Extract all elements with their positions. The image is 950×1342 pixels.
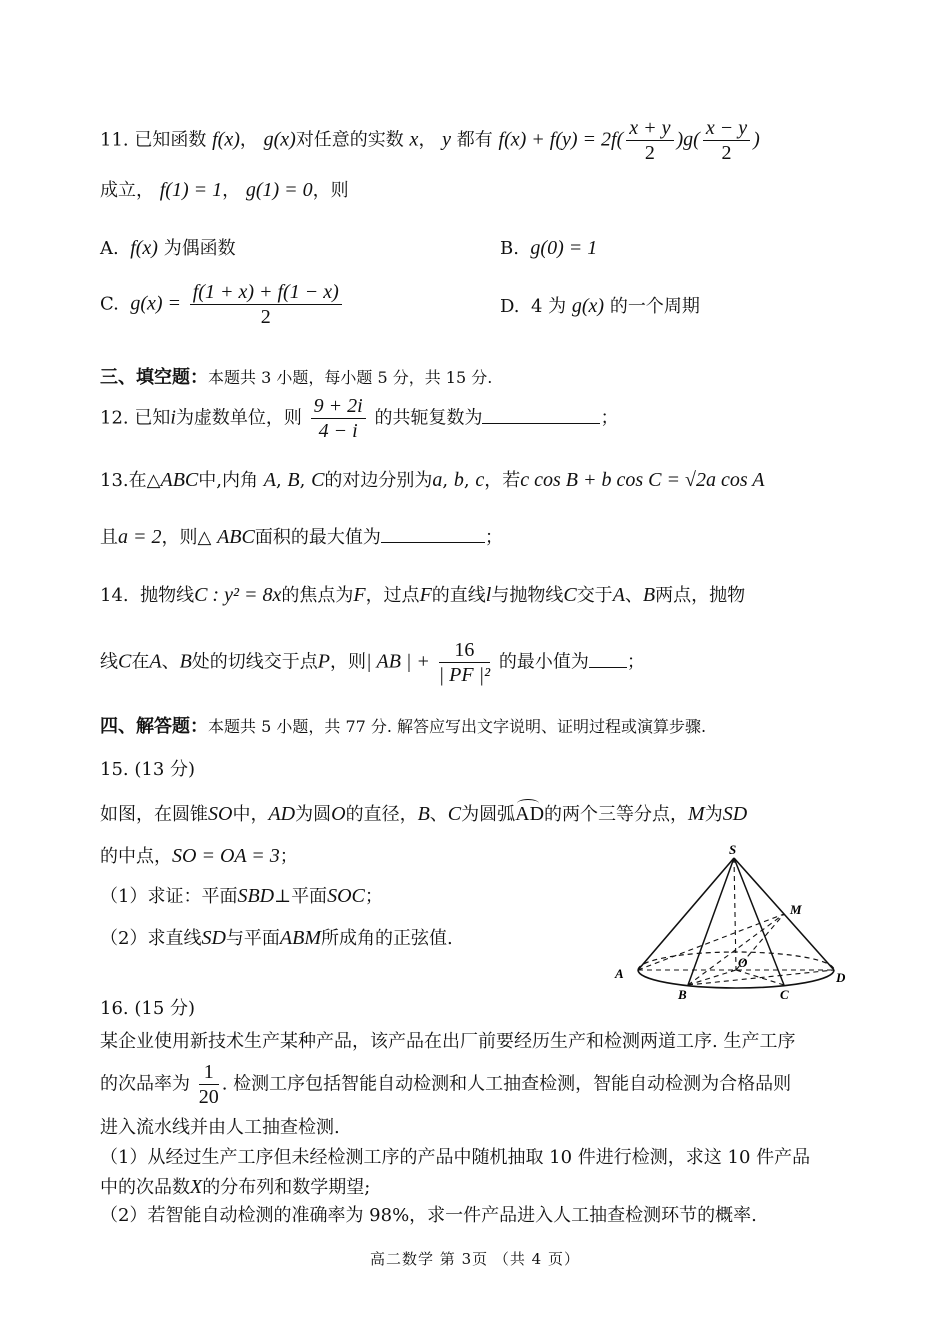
q14-abs-ab: | AB | + bbox=[366, 650, 430, 673]
q12-answer-blank[interactable] bbox=[482, 407, 600, 424]
q16-frac-den: 20 bbox=[198, 1086, 219, 1108]
q13-text-c: 的对边分别为 bbox=[324, 470, 433, 491]
q16-line3-text: 进入流水线并由人工抽查检测. bbox=[100, 1117, 340, 1138]
q15-SOC: SOC bbox=[327, 885, 365, 907]
q11-x: x bbox=[409, 128, 419, 151]
q16-line2 bbox=[100, 1062, 791, 1107]
q13-c: c bbox=[475, 469, 485, 491]
q11-eq-left: f(x) + f(y) = 2f( bbox=[498, 128, 624, 151]
q14-A-2: A bbox=[149, 650, 162, 673]
q15-line2-b: ； bbox=[279, 846, 298, 867]
q13-B: B bbox=[287, 469, 300, 491]
q15-line2 bbox=[100, 846, 298, 866]
q11-option-d bbox=[500, 296, 700, 316]
option-d-expr: g(x) bbox=[571, 295, 605, 317]
q14-text-b: 的焦点为 bbox=[281, 585, 354, 606]
q14-text-d: 的直线 bbox=[431, 585, 486, 606]
q14-line2-a: 线 bbox=[100, 651, 118, 673]
q11-cond2: g(1) = 0 bbox=[245, 179, 313, 201]
label-C: C bbox=[780, 987, 789, 1002]
q15-line1-e: 为圆弧 bbox=[461, 804, 516, 825]
q15-part1-b: 平面 bbox=[291, 886, 328, 907]
q11-option-a bbox=[100, 238, 236, 258]
q13-text-b: 中,内角 bbox=[198, 470, 258, 491]
q14-curve: C : y² = 8x bbox=[194, 584, 282, 606]
q15-line1-b: 中， bbox=[232, 804, 269, 825]
q13-answer-blank[interactable] bbox=[381, 526, 485, 543]
q12-i: i bbox=[170, 406, 176, 429]
q14-line2-e: 的最小值为 bbox=[498, 651, 589, 673]
section4-title: 四、解答题： bbox=[100, 716, 208, 737]
option-a-text: 为偶函数 bbox=[163, 238, 236, 259]
q13-a-eq: a = 2 bbox=[118, 526, 162, 548]
q11-stem-c: 都有 bbox=[456, 129, 493, 151]
q11-line1: 11. 已知函数 f(x)， g(x)对任意的实数 x， y 都有 f(x) + f(y) = 2f( $\frac{x + y}{2}$ )g( $\frac{x - y}{2}$ ) bbox=[100, 117, 760, 164]
q15-part1-a: （1）求证：平面 bbox=[100, 886, 238, 907]
q14-frac bbox=[439, 640, 490, 685]
q13-a: a bbox=[432, 469, 443, 491]
q12-text-c: 的共轭复数为 bbox=[374, 407, 483, 429]
q16-part1-c: 的分布列和数学期望; bbox=[202, 1177, 371, 1198]
q15-line1-d: 的直径， bbox=[345, 804, 418, 825]
q15-M: M bbox=[688, 803, 705, 825]
q14-B: B bbox=[642, 584, 656, 606]
q16-line1 bbox=[100, 1033, 795, 1051]
q14-line1 bbox=[100, 585, 745, 605]
q11-option-b bbox=[500, 238, 597, 258]
q15-SD-2: SD bbox=[201, 927, 226, 949]
q14-text-g: 两点，抛物 bbox=[655, 585, 746, 606]
q13-abc: ABC bbox=[160, 469, 199, 491]
q15-header bbox=[100, 761, 195, 779]
q14-F: F bbox=[353, 584, 366, 606]
option-a-expr: f(x) bbox=[130, 237, 158, 259]
q11-y: y bbox=[442, 128, 452, 151]
option-a-label: A. bbox=[100, 238, 119, 259]
q16-frac-num: 1 bbox=[199, 1062, 219, 1085]
option-c-num: f(1 + x) + f(1 − x) bbox=[190, 282, 342, 305]
axis-SO bbox=[734, 858, 736, 970]
q12-text-b: 为虚数单位，则 bbox=[175, 407, 302, 429]
q12-num: 9 + 2i bbox=[311, 396, 366, 419]
q15-part2 bbox=[100, 928, 453, 948]
q15-part1 bbox=[100, 886, 383, 906]
q15-part2-a: （2）求直线 bbox=[100, 928, 202, 949]
q15-O: O bbox=[331, 803, 346, 825]
q13-b: b bbox=[453, 469, 464, 491]
q16-line2-a: 的次品率为 bbox=[100, 1073, 190, 1095]
cone-figure bbox=[610, 842, 855, 1004]
q16-line2-b: . 检测工序包括智能自动检测和人工抽查检测，智能自动检测为合格品则 bbox=[221, 1073, 792, 1095]
q15-part2-c: 所成角的正弦值. bbox=[321, 928, 453, 949]
q15-eq: SO = OA = 3 bbox=[172, 845, 280, 867]
q12-end: ； bbox=[600, 407, 619, 429]
q13-line1: 13.在△ABC中,内角 A, B, C的对边分别为a, b, c，若c cos B + b cos C = √2a cos A bbox=[100, 469, 765, 491]
q14-line2 bbox=[100, 640, 645, 685]
q15-line1 bbox=[100, 804, 747, 824]
q14-l: l bbox=[485, 584, 492, 606]
q11-frac2-den: 2 bbox=[721, 142, 732, 164]
q14-F-2: F bbox=[419, 584, 432, 606]
q11-frac1 bbox=[626, 118, 673, 163]
q15-header-text: 15. (13 分) bbox=[100, 759, 196, 780]
q13-text-d: ，若 bbox=[484, 470, 521, 491]
q14-answer-blank[interactable] bbox=[589, 651, 627, 668]
q16-part1-line2 bbox=[100, 1177, 370, 1197]
q13-equation: c cos B + b cos C = √2a cos A bbox=[520, 469, 765, 491]
q11-frac1-num: x + y bbox=[626, 118, 673, 141]
q15-line1-a: 如图，在圆锥 bbox=[100, 804, 208, 825]
q14-frac-den: | PF |² bbox=[438, 664, 491, 686]
q11-g: g(x) bbox=[263, 128, 296, 151]
section3-note: 本题共 3 小题，每小题 5 分，共 15 分. bbox=[208, 368, 493, 387]
q13-line2-b: ，则△ bbox=[161, 527, 212, 548]
q14-P: P bbox=[317, 650, 330, 673]
q15-arc bbox=[515, 804, 544, 824]
q13-abc-2: ABC bbox=[217, 526, 255, 548]
q15-C: C bbox=[447, 803, 462, 825]
q14-sep-2: 、 bbox=[161, 651, 180, 673]
q15-ABM: ABM bbox=[279, 927, 321, 949]
segment-BO bbox=[688, 970, 736, 985]
q15-part2-b: 与平面 bbox=[225, 928, 280, 949]
label-A: A bbox=[615, 966, 624, 981]
q15-line1-g: 为 bbox=[704, 804, 723, 825]
q11-f: f(x) bbox=[212, 128, 240, 151]
option-b-label: B. bbox=[500, 238, 519, 259]
q11-option-c bbox=[100, 282, 345, 327]
q15-line1-c: 为圆 bbox=[295, 804, 332, 825]
q12-line bbox=[100, 396, 618, 441]
q16-part2-text: （2）若智能自动检测的准确率为 98%，求一件产品进入人工抽查检测环节的概率. bbox=[100, 1205, 757, 1226]
q16-line1-text: 某企业使用新技术生产某种产品，该产品在出厂前要经历生产和检测两道工序. 生产工序 bbox=[100, 1031, 796, 1052]
q11-frac2-num: x − y bbox=[703, 118, 750, 141]
q15-AD: AD bbox=[268, 803, 296, 825]
section4-note: 本题共 5 小题，共 77 分. 解答应写出文字说明、证明过程或演算步骤. bbox=[208, 717, 707, 736]
q14-text-f: 交于 bbox=[576, 585, 613, 606]
q11-eq-close: ) bbox=[753, 128, 760, 151]
q15-line2-a: 的中点， bbox=[100, 846, 172, 867]
q14-A: A bbox=[612, 584, 625, 606]
q16-header bbox=[100, 1000, 195, 1018]
q11-line2-b: ， bbox=[222, 180, 241, 201]
q13-text-a: 在△ bbox=[128, 470, 161, 491]
q14-end: ； bbox=[626, 651, 645, 673]
q16-part1-line1 bbox=[100, 1149, 810, 1167]
q11-eq-mid: )g( bbox=[676, 128, 700, 151]
option-d-label: D. bbox=[500, 296, 520, 317]
q11-frac2 bbox=[703, 118, 750, 163]
q11-line2-a: 成立， bbox=[100, 180, 154, 201]
q14-C-2: C bbox=[118, 650, 132, 673]
q14-line2-c: 处的切线交于点 bbox=[191, 651, 318, 673]
edge-SB bbox=[688, 858, 734, 985]
q15-B: B bbox=[417, 803, 430, 825]
q11-line2-c: ，则 bbox=[312, 180, 349, 201]
q15-perp: ⊥ bbox=[274, 886, 292, 907]
edge-SA bbox=[638, 858, 734, 970]
q14-line2-d: ，则 bbox=[330, 651, 366, 673]
q11-frac1-den: 2 bbox=[644, 142, 655, 164]
q14-text-e: 与抛物线 bbox=[491, 585, 564, 606]
q16-X: X bbox=[190, 1176, 203, 1198]
q11-comma: ， bbox=[239, 129, 258, 151]
q11-line2 bbox=[100, 180, 349, 200]
q16-part1-a: （1）从经过生产工序但未经检测工序的产品中随机抽取 10 件进行检测，求这 10 件产品 bbox=[100, 1147, 811, 1168]
segment-BD bbox=[688, 970, 834, 985]
q14-B-2: B bbox=[179, 650, 192, 673]
q14-text-c: ，过点 bbox=[365, 585, 420, 606]
q13-end: ； bbox=[484, 527, 503, 548]
q14-text-a: 抛物线 bbox=[140, 585, 195, 606]
page-footer: 高二数学 第 3页 （共 4 页） bbox=[370, 1250, 580, 1268]
q15-line1-f: 的两个三等分点， bbox=[544, 804, 689, 825]
option-c-den: 2 bbox=[260, 306, 271, 328]
q15-SD: SD bbox=[722, 803, 748, 825]
option-b-expr: g(0) = 1 bbox=[530, 237, 598, 259]
section3-title: 三、填空题： bbox=[100, 367, 208, 388]
option-c-frac bbox=[190, 282, 342, 327]
q11-number: 11. bbox=[100, 129, 129, 151]
label-D: D bbox=[836, 970, 846, 985]
q11-stem: 已知函数 bbox=[134, 129, 207, 151]
q15-SBD: SBD bbox=[237, 885, 275, 907]
section4-heading bbox=[100, 718, 706, 736]
q12-frac bbox=[311, 396, 366, 441]
q15-SO: SO bbox=[208, 803, 233, 825]
q16-line3 bbox=[100, 1119, 340, 1137]
q16-header-text: 16. (15 分) bbox=[100, 998, 196, 1019]
option-c-left: g(x) = bbox=[130, 292, 182, 315]
q14-frac-num: 16 bbox=[439, 640, 490, 663]
q16-frac bbox=[199, 1062, 219, 1107]
q11-stem-b: 对任意的实数 bbox=[295, 129, 404, 151]
q13-line2-a: 且 bbox=[100, 527, 118, 548]
q15-sep: 、 bbox=[429, 804, 448, 825]
q13-number: 13. bbox=[100, 470, 129, 491]
q14-C: C bbox=[563, 584, 577, 606]
q12-den: 4 − i bbox=[318, 420, 358, 442]
q12-text-a: 已知 bbox=[134, 407, 171, 429]
q13-C: C bbox=[311, 469, 325, 491]
q13-line2 bbox=[100, 526, 503, 547]
q13-A: A bbox=[263, 469, 276, 491]
option-d-a: 4 为 bbox=[530, 296, 567, 317]
q14-line2-b: 在 bbox=[131, 651, 150, 673]
q16-part1-b: 中的次品数 bbox=[100, 1177, 190, 1198]
label-S: S bbox=[729, 842, 737, 857]
section3-heading bbox=[100, 369, 492, 387]
label-M: M bbox=[790, 902, 802, 917]
option-d-b: 的一个周期 bbox=[609, 296, 700, 317]
q13-line2-c: 面积的最大值为 bbox=[254, 527, 381, 548]
q15-arc-label: AD bbox=[515, 803, 545, 825]
q11-cond1: f(1) = 1 bbox=[159, 179, 223, 201]
q14-number: 14. bbox=[100, 585, 129, 606]
q16-part2 bbox=[100, 1207, 757, 1225]
q14-sep: 、 bbox=[624, 585, 643, 606]
label-O: O bbox=[738, 955, 748, 970]
arc-mark bbox=[517, 799, 539, 808]
q15-part1-c: ； bbox=[364, 886, 383, 907]
q12-number: 12. bbox=[100, 407, 129, 429]
label-B: B bbox=[678, 987, 687, 1002]
option-c-label: C. bbox=[100, 293, 119, 315]
